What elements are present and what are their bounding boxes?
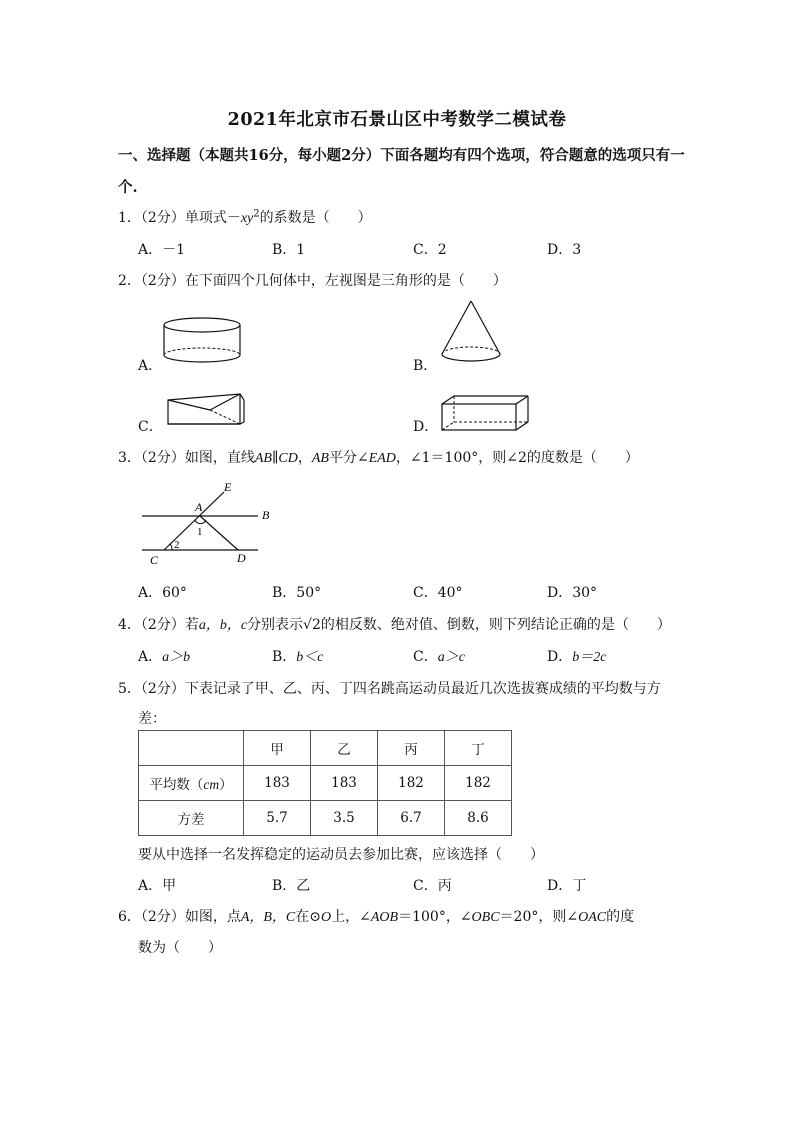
table-row (139, 801, 512, 836)
rectangular-prism-figure (436, 392, 534, 434)
question-5-stem-line1: 5．（2分）下表记录了甲、乙、丙、丁四名跳高运动员最近几次选拔赛成绩的平均数与方 (118, 681, 661, 697)
label-a: A (195, 500, 203, 514)
question-4-stem (118, 614, 671, 634)
q2-option-a: A． (138, 358, 163, 374)
table-header-cell: 丙 (378, 731, 445, 766)
table-cell: 6.7 (378, 801, 445, 836)
q1-option-a: A．－1 (138, 242, 186, 258)
table-header-cell: 甲 (244, 731, 311, 766)
triangular-prism-figure (160, 386, 250, 430)
q3-stem-text-d: ，∠1＝100°，则∠2的度数是（ ） (395, 450, 639, 466)
label-d: D (237, 551, 246, 565)
question-5-followup: 要从中选择一名发挥稳定的运动员去参加比赛，应该选择（ ） (138, 847, 544, 863)
q4-stem-text-b: 分别表示 (247, 617, 304, 633)
table-cell: 182 (445, 766, 512, 801)
table-header-row (139, 731, 512, 766)
q3-line-ab-2: AB (311, 451, 329, 466)
section-header-line2: 个. (118, 179, 138, 196)
q3-option-b: B．50° (272, 585, 322, 601)
scores-table (138, 730, 512, 836)
question-6-stem-line1: 6．（2分）如图，点A，B，C在⊙O上，∠AOB＝100°，∠OBC＝20°，则∠OAC的度 (118, 909, 635, 925)
q1-option-d: D．3 (547, 242, 582, 258)
q4-stem-text-a: 4．（2分）若 (118, 617, 199, 633)
table-cell: 183 (244, 766, 311, 801)
q3-option-c: C．40° (413, 585, 463, 601)
q3-stem-text-a: 3．（2分）如图，直线 (118, 450, 255, 466)
q4-option-d: D．b＝2c (547, 649, 607, 665)
q3-stem-text-b: ， (297, 450, 312, 466)
q1-option-c: C．2 (413, 242, 447, 258)
q4-option-b: B．b＜c (272, 649, 324, 665)
q3-stem-text-c: 平分∠ (328, 450, 369, 466)
cone-figure (436, 298, 506, 366)
table-row (139, 766, 512, 801)
q1-exponent: 2 (253, 208, 260, 220)
q1-variable: xy (240, 211, 254, 226)
table-cell: 8.6 (445, 801, 512, 836)
q2-option-d: D． (413, 419, 439, 435)
q1-option-b: B．1 (272, 242, 306, 258)
parallel-lines-figure (138, 478, 278, 568)
label-angle-2: 2 (174, 539, 180, 551)
label-angle-1: 1 (197, 526, 203, 538)
angle-2-arc (170, 544, 172, 550)
q1-stem-text-a: 1．（2分）单项式－ (118, 210, 241, 226)
table-row-label: 方差 (139, 801, 244, 836)
section-header-line1: 一、选择题（本题共16分，每小题2分）下面各题均有四个选项，符合题意的选项只有一 (118, 147, 685, 164)
label-e: E (224, 480, 232, 494)
line-ce (164, 492, 224, 550)
table-cell: 3.5 (311, 801, 378, 836)
question-5-stem-line2: 差： (138, 711, 166, 727)
question-1-stem (118, 207, 372, 227)
question-2-stem: 2．（2分）在下面四个几何体中，左视图是三角形的是（ ） (118, 273, 507, 289)
q2-option-c: C． (138, 419, 163, 435)
q4-variables: a，b，c (198, 618, 248, 633)
q3-parallel-symbol: ∥ (271, 450, 279, 466)
question-6-stem-line2: 数为（ ） (138, 940, 222, 956)
q4-stem-text-c: 的相反数、绝对值、倒数，则下列结论正确的是（ ） (320, 617, 671, 633)
q5-option-a: A．甲 (138, 878, 177, 894)
q4-option-c: C．a＞c (413, 649, 465, 665)
question-3-stem (118, 447, 639, 467)
q4-radical: √2 (303, 617, 321, 633)
q3-line-cd: CD (278, 451, 298, 466)
q3-option-a: A．60° (138, 585, 187, 601)
q3-option-d: D．30° (547, 585, 598, 601)
q3-angle-ead: EAD (368, 451, 396, 466)
q4-option-a: A．a＞b (138, 649, 191, 665)
table-cell: 182 (378, 766, 445, 801)
q5-option-c: C．丙 (413, 878, 452, 894)
q2-option-b: B． (413, 358, 438, 374)
table-header-cell: 乙 (311, 731, 378, 766)
label-b: B (262, 508, 270, 522)
q3-line-ab: AB (254, 451, 272, 466)
page-title: 2021年北京市石景山区中考数学二模试卷 (227, 110, 567, 130)
table-row-label: 平均数（cm） (139, 766, 244, 801)
table-cell: 5.7 (244, 801, 311, 836)
cylinder-figure (160, 315, 246, 367)
table-header-cell: 丁 (445, 731, 512, 766)
q1-stem-text-b: 的系数是（ ） (259, 210, 372, 226)
q5-option-d: D．丁 (547, 878, 587, 894)
table-cell: 183 (311, 766, 378, 801)
label-c: C (150, 553, 159, 567)
table-header-cell (139, 731, 244, 766)
q5-option-b: B．乙 (272, 878, 311, 894)
